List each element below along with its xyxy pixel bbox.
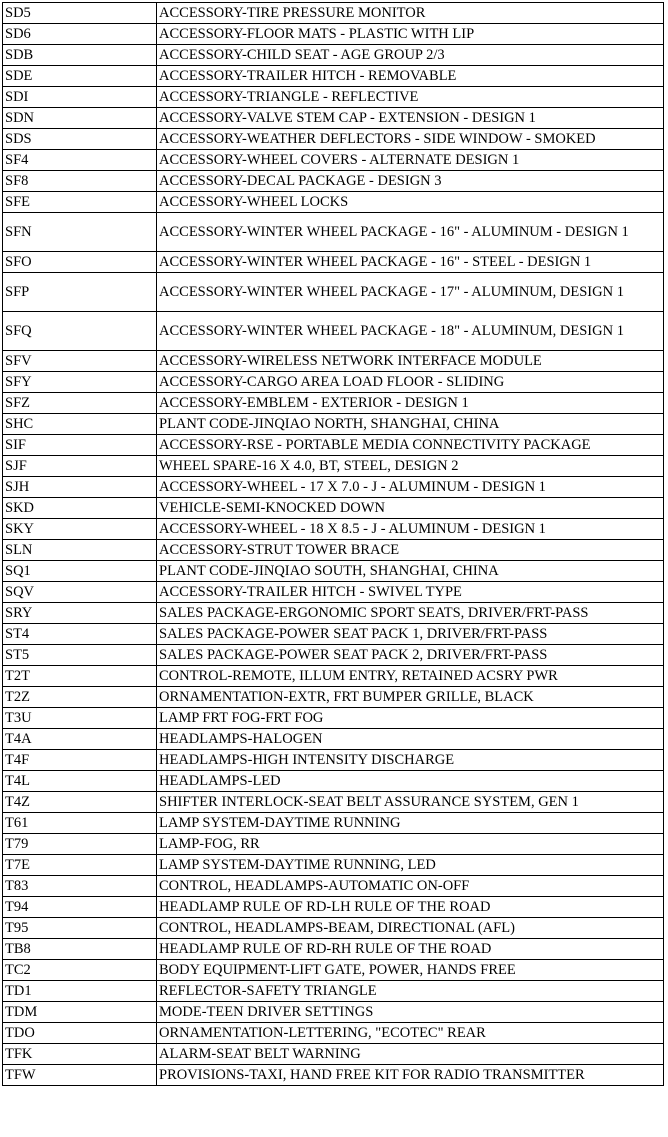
table-row [3, 645, 664, 666]
option-description: LAMP-FOG, RR [157, 834, 664, 855]
option-description: ALARM-SEAT BELT WARNING [157, 1044, 664, 1065]
option-description: ACCESSORY-WINTER WHEEL PACKAGE - 16" - ALUMINUM - DESIGN 1 [157, 213, 664, 252]
option-code: SKY [3, 519, 157, 540]
option-code: SDS [3, 129, 157, 150]
option-description: ACCESSORY-WHEEL COVERS - ALTERNATE DESIGN 1 [157, 150, 664, 171]
table-row [3, 687, 664, 708]
option-code: SDN [3, 108, 157, 129]
option-description: ACCESSORY-EMBLEM - EXTERIOR - DESIGN 1 [157, 393, 664, 414]
option-code: SFZ [3, 393, 157, 414]
option-code: SHC [3, 414, 157, 435]
option-description: ACCESSORY-FLOOR MATS - PLASTIC WITH LIP [157, 24, 664, 45]
option-description: ACCESSORY-WEATHER DEFLECTORS - SIDE WINDOW - SMOKED [157, 129, 664, 150]
option-description: ACCESSORY-STRUT TOWER BRACE [157, 540, 664, 561]
table-row [3, 456, 664, 477]
table-row [3, 939, 664, 960]
option-code: TDO [3, 1023, 157, 1044]
option-description: PLANT CODE-JINQIAO SOUTH, SHANGHAI, CHINA [157, 561, 664, 582]
option-description: BODY EQUIPMENT-LIFT GATE, POWER, HANDS FREE [157, 960, 664, 981]
option-description: HEADLAMPS-LED [157, 771, 664, 792]
option-description: CONTROL, HEADLAMPS-BEAM, DIRECTIONAL (AFL) [157, 918, 664, 939]
table-row [3, 24, 664, 45]
table-row [3, 192, 664, 213]
option-description: ACCESSORY-RSE - PORTABLE MEDIA CONNECTIVITY PACKAGE [157, 435, 664, 456]
option-code: SDB [3, 45, 157, 66]
table-row [3, 129, 664, 150]
option-description: VEHICLE-SEMI-KNOCKED DOWN [157, 498, 664, 519]
table-row [3, 150, 664, 171]
option-description: ACCESSORY-TIRE PRESSURE MONITOR [157, 3, 664, 24]
option-description: ACCESSORY-CARGO AREA LOAD FLOOR - SLIDING [157, 372, 664, 393]
option-description: LAMP FRT FOG-FRT FOG [157, 708, 664, 729]
option-description: CONTROL-REMOTE, ILLUM ENTRY, RETAINED ACSRY PWR [157, 666, 664, 687]
option-description: ACCESSORY-WHEEL LOCKS [157, 192, 664, 213]
option-code: SD6 [3, 24, 157, 45]
table-row [3, 45, 664, 66]
option-description: PROVISIONS-TAXI, HAND FREE KIT FOR RADIO TRANSMITTER [157, 1065, 664, 1086]
option-code-table [2, 2, 664, 1086]
table-row [3, 897, 664, 918]
table-row [3, 273, 664, 312]
option-code: T79 [3, 834, 157, 855]
option-description: ACCESSORY-TRIANGLE - REFLECTIVE [157, 87, 664, 108]
option-code: T4F [3, 750, 157, 771]
table-row [3, 435, 664, 456]
option-code: TC2 [3, 960, 157, 981]
table-row [3, 1023, 664, 1044]
option-code: SQV [3, 582, 157, 603]
option-code: SFQ [3, 312, 157, 351]
option-code: T61 [3, 813, 157, 834]
option-code: SD5 [3, 3, 157, 24]
option-code: SFN [3, 213, 157, 252]
table-row [3, 750, 664, 771]
option-description: ACCESSORY-VALVE STEM CAP - EXTENSION - DESIGN 1 [157, 108, 664, 129]
option-description: SALES PACKAGE-POWER SEAT PACK 1, DRIVER/FRT-PASS [157, 624, 664, 645]
option-code: SFO [3, 252, 157, 273]
table-row [3, 393, 664, 414]
option-description: ACCESSORY-WINTER WHEEL PACKAGE - 16" - STEEL - DESIGN 1 [157, 252, 664, 273]
option-description: ACCESSORY-WINTER WHEEL PACKAGE - 17" - ALUMINUM, DESIGN 1 [157, 273, 664, 312]
table-row [3, 171, 664, 192]
option-code: T2Z [3, 687, 157, 708]
table-row [3, 561, 664, 582]
option-description: ACCESSORY-WINTER WHEEL PACKAGE - 18" - ALUMINUM, DESIGN 1 [157, 312, 664, 351]
option-code: SLN [3, 540, 157, 561]
option-code: TFK [3, 1044, 157, 1065]
option-description: PLANT CODE-JINQIAO NORTH, SHANGHAI, CHINA [157, 414, 664, 435]
option-code: T4A [3, 729, 157, 750]
table-row [3, 792, 664, 813]
option-code: SFP [3, 273, 157, 312]
table-row [3, 498, 664, 519]
option-code: TD1 [3, 981, 157, 1002]
table-row [3, 771, 664, 792]
option-description: HEADLAMPS-HALOGEN [157, 729, 664, 750]
table-row [3, 3, 664, 24]
option-code: SJH [3, 477, 157, 498]
table-row [3, 372, 664, 393]
option-code: TDM [3, 1002, 157, 1023]
option-code: SDE [3, 66, 157, 87]
option-code: T7E [3, 855, 157, 876]
option-code: TFW [3, 1065, 157, 1086]
option-description: HEADLAMPS-HIGH INTENSITY DISCHARGE [157, 750, 664, 771]
table-row [3, 960, 664, 981]
table-row [3, 1002, 664, 1023]
table-row [3, 252, 664, 273]
table-row [3, 213, 664, 252]
option-description: ORNAMENTATION-EXTR, FRT BUMPER GRILLE, BLACK [157, 687, 664, 708]
table-row [3, 981, 664, 1002]
table-row [3, 876, 664, 897]
option-description: CONTROL, HEADLAMPS-AUTOMATIC ON-OFF [157, 876, 664, 897]
table-row [3, 1044, 664, 1065]
table-row [3, 477, 664, 498]
option-code: SQ1 [3, 561, 157, 582]
option-code: SIF [3, 435, 157, 456]
table-row [3, 1065, 664, 1086]
option-description: LAMP SYSTEM-DAYTIME RUNNING, LED [157, 855, 664, 876]
table-row [3, 918, 664, 939]
option-description: HEADLAMP RULE OF RD-LH RULE OF THE ROAD [157, 897, 664, 918]
option-description: HEADLAMP RULE OF RD-RH RULE OF THE ROAD [157, 939, 664, 960]
option-description: ACCESSORY-WIRELESS NETWORK INTERFACE MODULE [157, 351, 664, 372]
option-description: ACCESSORY-DECAL PACKAGE - DESIGN 3 [157, 171, 664, 192]
option-code: SKD [3, 498, 157, 519]
option-code: T4Z [3, 792, 157, 813]
option-code: T2T [3, 666, 157, 687]
option-code: T95 [3, 918, 157, 939]
option-code: T4L [3, 771, 157, 792]
option-description: MODE-TEEN DRIVER SETTINGS [157, 1002, 664, 1023]
option-description: ORNAMENTATION-LETTERING, "ECOTEC" REAR [157, 1023, 664, 1044]
table-row [3, 87, 664, 108]
option-description: SHIFTER INTERLOCK-SEAT BELT ASSURANCE SYSTEM, GEN 1 [157, 792, 664, 813]
option-description: REFLECTOR-SAFETY TRIANGLE [157, 981, 664, 1002]
option-code-table-body [3, 3, 664, 1086]
table-row [3, 813, 664, 834]
table-row [3, 108, 664, 129]
table-row [3, 666, 664, 687]
option-code: SF8 [3, 171, 157, 192]
option-code: SFY [3, 372, 157, 393]
option-code: T83 [3, 876, 157, 897]
option-code: SJF [3, 456, 157, 477]
table-row [3, 66, 664, 87]
table-row [3, 582, 664, 603]
table-row [3, 540, 664, 561]
option-description: ACCESSORY-TRAILER HITCH - SWIVEL TYPE [157, 582, 664, 603]
option-code: TB8 [3, 939, 157, 960]
table-row [3, 729, 664, 750]
table-row [3, 855, 664, 876]
table-row [3, 312, 664, 351]
option-code: SF4 [3, 150, 157, 171]
option-code: ST5 [3, 645, 157, 666]
option-code: T94 [3, 897, 157, 918]
option-description: ACCESSORY-WHEEL - 17 X 7.0 - J - ALUMINUM - DESIGN 1 [157, 477, 664, 498]
option-description: SALES PACKAGE-ERGONOMIC SPORT SEATS, DRIVER/FRT-PASS [157, 603, 664, 624]
table-row [3, 708, 664, 729]
option-description: ACCESSORY-TRAILER HITCH - REMOVABLE [157, 66, 664, 87]
option-code: SRY [3, 603, 157, 624]
table-row [3, 624, 664, 645]
table-row [3, 351, 664, 372]
table-row [3, 414, 664, 435]
option-description: WHEEL SPARE-16 X 4.0, BT, STEEL, DESIGN 2 [157, 456, 664, 477]
option-description: SALES PACKAGE-POWER SEAT PACK 2, DRIVER/FRT-PASS [157, 645, 664, 666]
option-description: LAMP SYSTEM-DAYTIME RUNNING [157, 813, 664, 834]
option-description: ACCESSORY-WHEEL - 18 X 8.5 - J - ALUMINUM - DESIGN 1 [157, 519, 664, 540]
option-description: ACCESSORY-CHILD SEAT - AGE GROUP 2/3 [157, 45, 664, 66]
table-row [3, 603, 664, 624]
table-row [3, 519, 664, 540]
option-code: SDI [3, 87, 157, 108]
option-code: SFV [3, 351, 157, 372]
option-code: ST4 [3, 624, 157, 645]
table-row [3, 834, 664, 855]
option-code: SFE [3, 192, 157, 213]
option-code: T3U [3, 708, 157, 729]
